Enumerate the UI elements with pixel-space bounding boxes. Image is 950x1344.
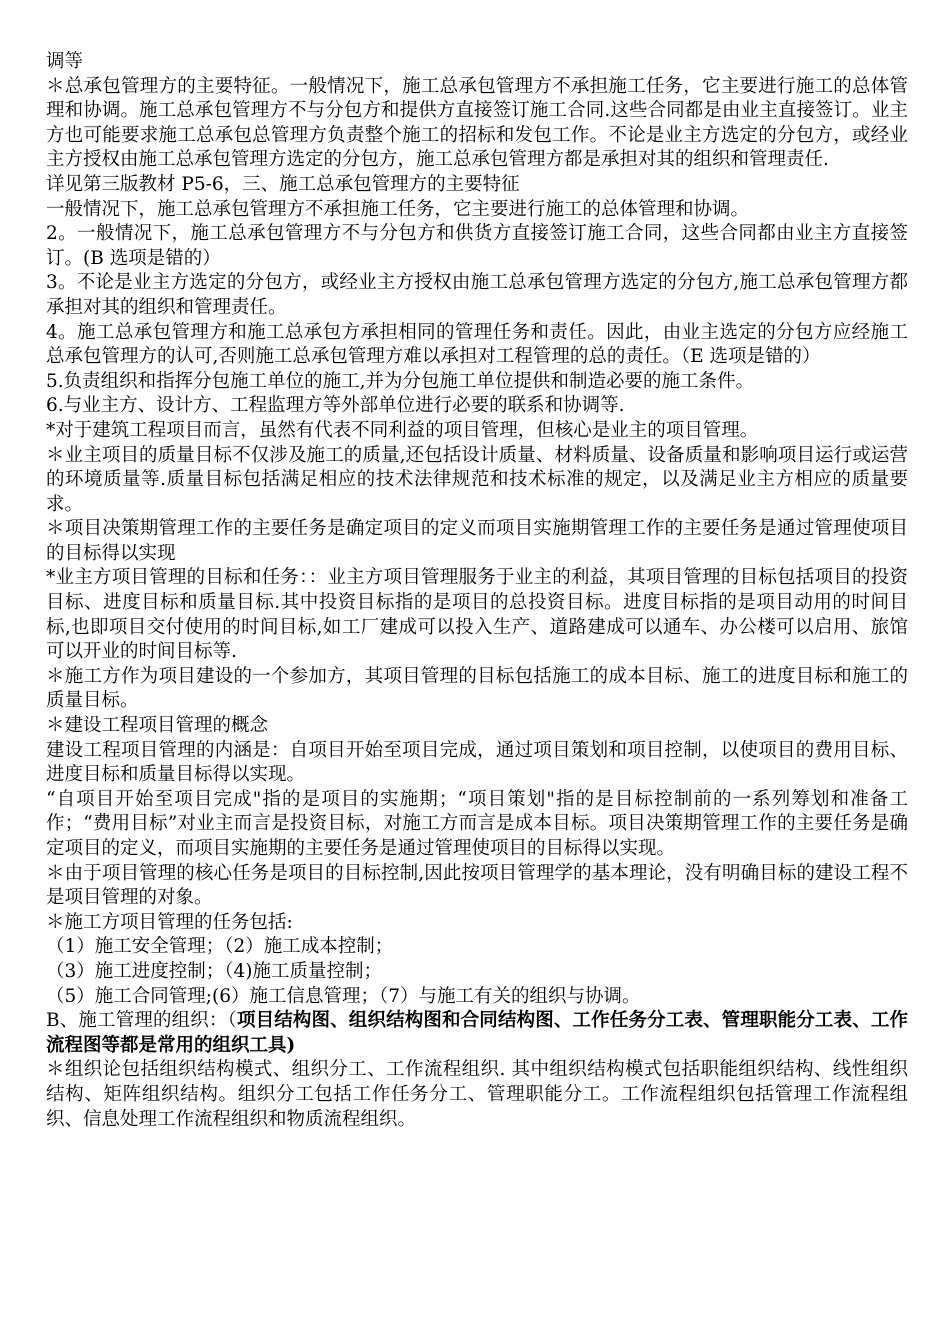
- organization-tools-paragraph: [46, 1009, 908, 1058]
- text-paragraph: 6.与业主方、设计方、工程监理方等外部单位进行必要的联系和协调等.: [46, 395, 625, 417]
- text-paragraph: 建设工程项目管理的内涵是：自项目开始至项目完成，通过项目策划和项目控制，以使项目的费用目标、进度目标和质量目标得以实现。: [46, 739, 908, 786]
- text-paragraph: 5.负责组织和指挥分包施工单位的施工,并为分包施工单位提供和制造必要的施工条件。: [46, 370, 755, 392]
- document-page: [46, 50, 908, 1132]
- text-paragraph: 调等: [46, 51, 84, 72]
- text-paragraph: ＊总承包管理方的主要特征。一般情况下，施工总承包管理方不承担施工任务，它主要进行施工的总体管理和协调。施工总承包管理方不与分包方和提供方直接签订施工合同.这些合同都是由业主直接签订。业主方也可能要求施工总承包总管理方负责整个施工的招标和发包工作。不论是业主方选定的分包方，或经业主方授权由施工总承包管理方选定的分包方，施工总承包管理方都是承担对其的组织和管理责任.: [46, 75, 908, 171]
- text-paragraph: （3）施工进度控制；（4)施工质量控制；: [46, 960, 383, 982]
- text-paragraph: ＊业主项目的质量目标不仅涉及施工的质量,还包括设计质量、材料质量、设备质量和影响项目运行或运营的环境质量等.质量目标包括满足相应的技术法律规范和技术标准的规定，以及满足业主方相应的质量要求。: [46, 444, 908, 515]
- text-paragraph: 3。不论是业主方选定的分包方，或经业主方授权由施工总承包管理方选定的分包方,施工总承包管理方都承担对其的组织和管理责任。: [46, 272, 908, 318]
- text-paragraph: ＊施工方作为项目建设的一个参加方，其项目管理的目标包括施工的成本目标、施工的进度目标和施工的质量目标。: [46, 665, 908, 712]
- text-paragraph: 4。施工总承包管理方和施工总承包方承担相同的管理任务和责任。因此，由业主选定的分包方应经施工总承包管理方的认可,否则施工总承包管理方难以承担对工程管理的总的责任。（E 选项是错的）: [46, 321, 908, 368]
- text-paragraph: *业主方项目管理的目标和任务：：业主方项目管理服务于业主的利益，其项目管理的目标包括项目的投资目标、进度目标和质量目标.其中投资目标指的是项目的总投资目标。进度目标指的是项目动用的时间目标,也即项目交付使用的时间目标,如工厂建成可以投入生产、道路建成可以通车、办公楼可以启用、旅馆可以开业的时间目标等.: [46, 567, 908, 663]
- text-paragraph: ＊建设工程项目管理的概念: [46, 715, 269, 737]
- text-paragraph: *对于建筑工程项目而言，虽然有代表不同利益的项目管理，但核心是业主的项目管理。: [46, 419, 759, 441]
- text-paragraph: ＊项目决策期管理工作的主要任务是确定项目的定义而项目实施期管理工作的主要任务是通过管理使项目的目标得以实现: [46, 518, 908, 564]
- text-paragraph: 详见第三版教材 P5-6，三、施工总承包管理方的主要特征: [46, 173, 520, 195]
- text-paragraph: “自项目开始至项目完成"指的是项目的实施期；“项目策划"指的是目标控制前的一系列筹划和准备工作；“费用目标”对业主而言是投资目标，对施工方而言是成本目标。项目决策期管理工作的主要任务是确定项目的定义，而项目实施期的主要任务是通过管理使项目的目标得以实现。: [46, 788, 908, 859]
- text-paragraph: ＊施工方项目管理的任务包括:: [46, 911, 293, 933]
- text-paragraph: ＊组织论包括组织结构模式、组织分工、工作流程组织. 其中组织结构模式包括职能组织结构、线性组织结构、矩阵组织结构。组织分工包括工作任务分工、管理职能分工。工作流程组织包括管理工作流程组织、信息处理工作流程组织和物质流程组织。: [46, 1059, 908, 1130]
- text-paragraph: （1）施工安全管理；（2）施工成本控制；: [46, 936, 394, 958]
- text-paragraph: （5）施工合同管理;(6）施工信息管理；（7）与施工有关的组织与协调。: [46, 985, 641, 1007]
- text-paragraph: ＊由于项目管理的核心任务是项目的目标控制,因此按项目管理学的基本理论，没有明确目标的建设工程不是项目管理的对象。: [46, 862, 908, 909]
- organization-tools-bold: 项目结构图、组织结构图和合同结构图、工作任务分工表、管理职能分工表、工作流程图等都是常用的组织工具): [46, 1010, 908, 1056]
- text-paragraph: 2。一般情况下，施工总承包管理方不与分包方和供货方直接签订施工合同，这些合同都由业主方直接签订。(B 选项是错的）: [46, 223, 908, 269]
- organization-tools-prefix: B、施工管理的组织：（: [46, 1010, 237, 1032]
- text-paragraph: 一般情况下，施工总承包管理方不承担施工任务，它主要进行施工的总体管理和协调。: [46, 198, 750, 220]
